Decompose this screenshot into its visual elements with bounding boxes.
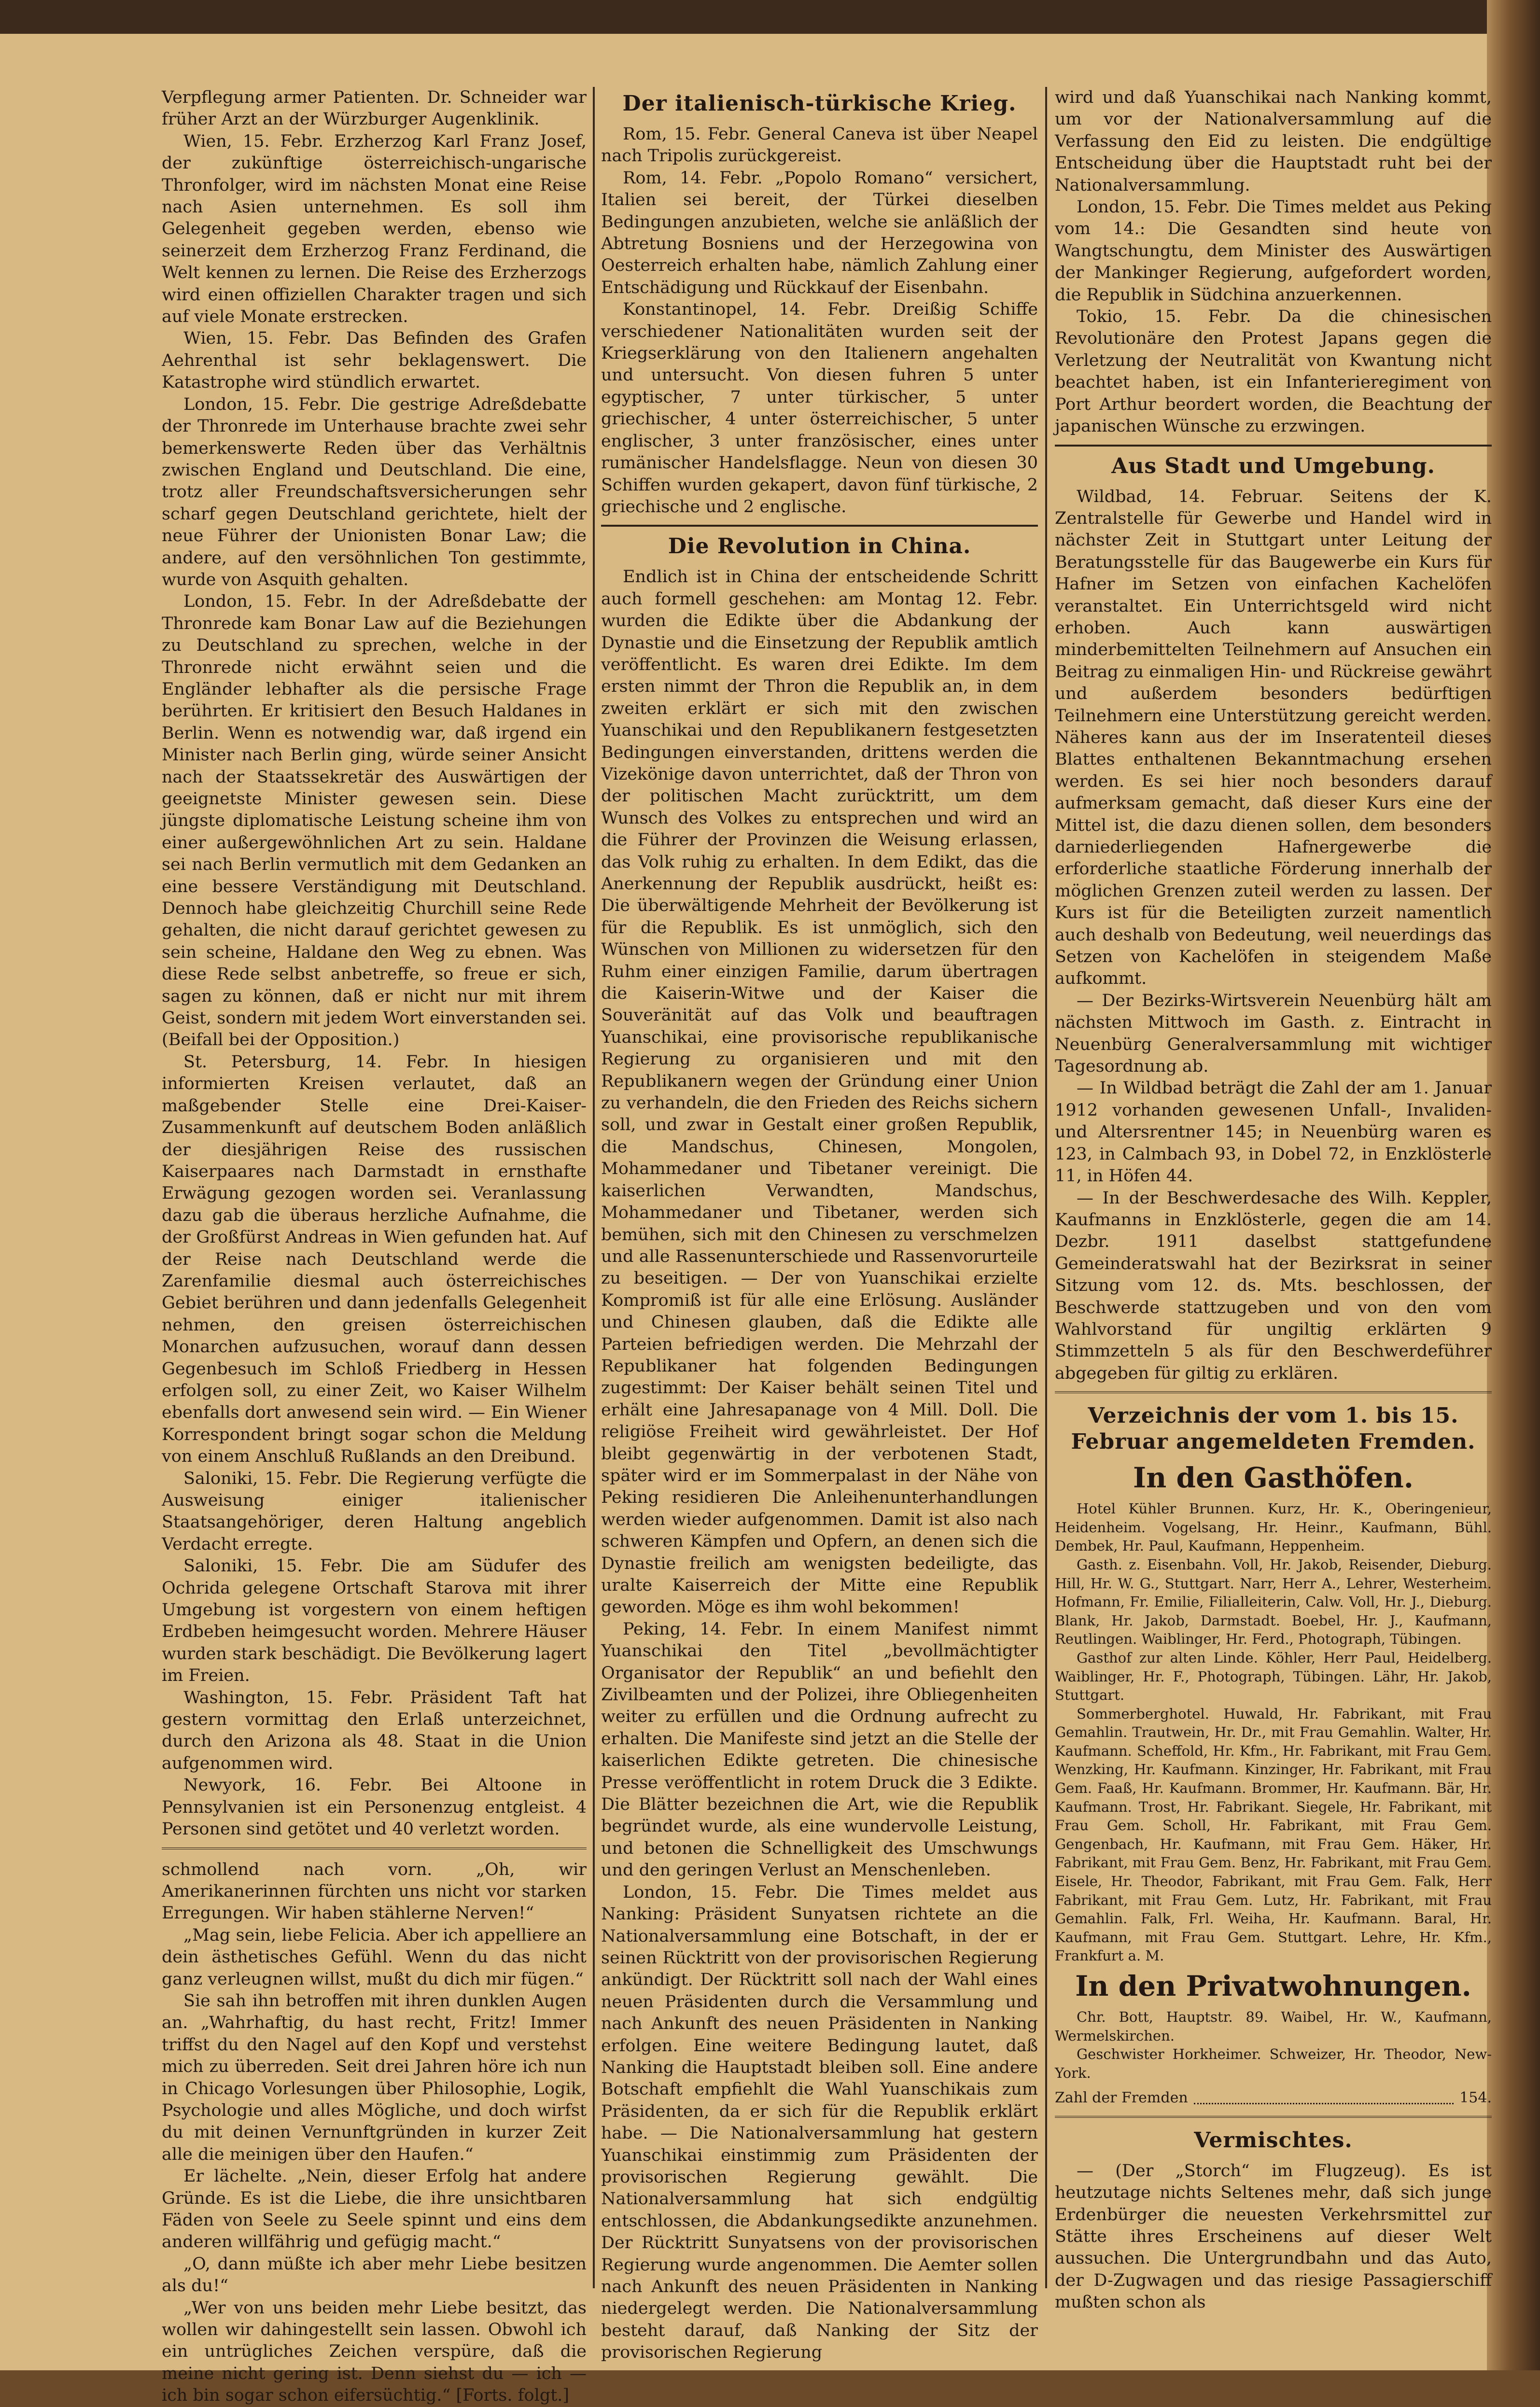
serial-story-paragraph: „Mag sein, liebe Felicia. Aber ich appelliere an dein ästhetisches Gefühl. Wenn du das nicht ganz verleugnen willst, mußt du dich mir fügen.“ <box>162 1925 587 1989</box>
serial-story-paragraph: Sie sah ihn betroffen mit ihren dunklen Augen an. „Wahrhaftig, du hast recht, Fritz! Immer triffst du den Nagel auf den Kopf und verstehst mich zu überreden. Seit drei Jahren höre ich nun in Chicago Vorlesungen über Philosophie, Logik, Psychologie und alles Mögliche, und doch wirfst du mit deinen Vernunftgründen in kurzer Zeit alle die meinigen über den Haufen.“ <box>162 1991 587 2164</box>
news-paragraph: London, 15. Febr. In der Adreßdebatte der Thronrede kam Bonar Law auf die Beziehungen zu Deutschland zu sprechen, welche in der Thronrede nicht erwähnt seien und die Engländer lebhafter als die persische Frage berührten. Er kritisiert den Besuch Haldanes in Berlin. Wenn es notwendig war, daß irgend ein Minister nach Berlin ging, würde seiner Ansicht nach der Staatssekretär des Auswärtigen der geeignetste Minister gewesen sein. Diese jüngste diplomatische Leistung scheine ihm von einer außergewöhnlichen Art zu sein. Haldane sei nach Berlin vermutlich mit dem Gedanken an eine bessere Verständigung mit Deutschland. Dennoch habe gleichzeitig Churchill seine Rede gehalten, die nicht darauf gerichtet gewesen zu sein scheine, Haldane den Weg zu ebnen. Was diese Rede selbst anbetreffe, so freue er sich, sagen zu können, daß er nicht nur mit ihrem Geist, sondern mit jedem Wort einverstanden sei. (Beifall bei der Opposition.) <box>162 592 587 1050</box>
guest-list-entry: Hotel Kühler Brunnen. Kurz, Hr. K., Oberingenieur, Heidenheim. Vogelsang, Hr. Heinr., Kaufmann, Bühl. Dembek, Hr. Paul, Kaufmann, Heppenheim. <box>1055 1500 1492 1554</box>
news-paragraph: — Der Bezirks-Wirtsverein Neuenbürg hält am nächsten Mittwoch im Gasth. z. Eintracht in Neuenbürg Generalversammlung mit wichtiger Tagesordnung ab. <box>1055 991 1492 1077</box>
guest-list-entry: Gasthof zur alten Linde. Köhler, Herr Paul, Heidelberg. Waiblinger, Hr. F., Photograph, Tübingen. Lähr, Hr. Jakob, Stuttgart. <box>1055 1649 1492 1704</box>
guest-total-row <box>1055 2087 1492 2109</box>
news-paragraph: Peking, 14. Febr. In einem Manifest nimmt Yuanschikai den Titel „bevollmächtigter Organisator der Republik“ an und befiehlt den Zivilbeamten und der Polizei, ihre Obliegenheiten weiter zu erfüllen und die Ordnung aufrecht zu erhalten. Die Manifeste sind jetzt an die Stelle der kaiserlichen Edikte getreten. Die chinesische Presse veröffentlicht in rotem Druck die 3 Edikte. Die Blätter bezeichnen die Art, wie die Republik begründet wurde, als eine wundervolle Leistung, und betonen die Schnelligkeit des Umschwungs und den geringen Verlust an Menschenleben. <box>601 1619 1038 1880</box>
scan-top-edge <box>0 0 1540 34</box>
leader-dots <box>1194 2087 1454 2104</box>
news-paragraph: Tokio, 15. Febr. Da die chinesischen Revolutionäre den Protest Japans gegen die Verletzung der Neutralität von Kwantung nicht beachtet haben, ist ein Infanterieregiment von Port Arthur beordert worden, die Beachtung der japanischen Wünsche zu erzwingen. <box>1055 307 1492 436</box>
serial-story-paragraph: „O, dann müßte ich aber mehr Liebe besitzen als du!“ <box>162 2254 587 2296</box>
news-paragraph: London, 15. Febr. Die Times meldet aus Peking vom 14.: Die Gesandten sind heute von Wangtschungtu, dem Minister des Auswärtigen der Mankinger Regierung, aufgefordert worden, die Republik in Südchina anzuerkennen. <box>1055 197 1492 305</box>
column-left <box>162 87 587 2407</box>
section-heading: Verzeichnis der vom 1. bis 15. Februar angemeldeten Fremden. <box>1071 1403 1476 1455</box>
news-paragraph: Wien, 15. Febr. Erzherzog Karl Franz Josef, der zukünftige österreichisch-ungarische Thronfolger, wird im nächsten Monat eine Reise nach Asien unternehmen. Es soll ihm Gelegenheit gegeben werden, ebenso wie seinerzeit dem Erzherzog Franz Ferdinand, die Welt kennen zu lernen. Die Reise des Erzherzogs wird einen offiziellen Charakter tragen und sich auf viele Monate erstrecken. <box>162 131 587 327</box>
news-paragraph: — (Der „Storch“ im Flugzeug). Es ist heutzutage nichts Seltenes mehr, daß sich junge Erdenbürger die neuesten Verkehrsmittel zur Stätte ihres Erscheinens auf dieser Welt aussuchen. Die Untergrundbahn und das Auto, der D-Zugwagen und das riesige Passagierschiff mußten schon als <box>1055 2161 1492 2312</box>
subsection-heading: In den Privatwohnungen. <box>1075 1970 1471 2002</box>
guest-total-label: Zahl der Fremden <box>1055 2089 1188 2107</box>
news-paragraph: Newyork, 16. Febr. Bei Altoone in Pennsylvanien ist ein Personenzug entgleist. 4 Personen sind getötet und 40 verletzt worden. <box>162 1776 587 1839</box>
news-paragraph: Verpflegung armer Patienten. Dr. Schneider war früher Arzt an der Würzburger Augenklinik. <box>162 88 587 129</box>
section-divider <box>1055 2116 1492 2121</box>
news-paragraph: Rom, 15. Febr. General Caneva ist über Neapel nach Tripolis zurückgereist. <box>601 125 1038 166</box>
section-divider <box>1055 1391 1492 1396</box>
guest-list-entry: Geschwister Horkheimer. Schweizer, Hr. Theodor, New-York. <box>1055 2046 1492 2081</box>
serial-story-paragraph: „Wer von uns beiden mehr Liebe besitzt, das wollen wir dahingestellt sein lassen. Obwohl ich ein untrügliches Zeichen verspüre, daß die meine nicht gering ist. Denn siehst du — ich — ich bin sogar schon eifersüchtig.“ [Forts. folgt.] <box>162 2298 587 2406</box>
news-paragraph: Endlich ist in China der entscheidende Schritt auch formell geschehen: am Montag 12. Febr. wurden die Edikte über die Abdankung der Dynastie und die Einsetzung der Republik amtlich veröffentlicht. Es waren drei Edikte. Im dem ersten nimmt der Thron die Republik an, in dem zweiten erklärt er sich mit den zwischen Yuanschikai und den Republikanern festgesetzten Bedingungen einverstanden, drittens werden die Vizekönige davon unterrichtet, daß der Thron von der politischen Macht zurücktritt, um dem Wunsch des Volkes zu entsprechen und wird an die Führer der Provinzen die Weisung erlassen, das Volk ruhig zu erhalten. In dem Edikt, das die Anerkennung der Republik ausdrückt, heißt es: Die überwältigende Mehrheit der Bevölkerung ist für die Republik. Es ist unmöglich, sich den Wünschen von Millionen zu widersetzen für den Ruhm einer einzigen Familie, darum übertragen die Kaiserin-Witwe und der Kaiser die Souveränität auf das Volk und beauftragen Yuanschikai, eine provisorische republikanische Regierung zu organisieren und mit den Republikanern wegen der Gründung einer Union zu verhandeln, die den Frieden des Reichs sichern soll, und zwar in Gestalt einer großen Republik, die Mandschus, Chinesen, Mongolen, Mohammedaner und Tibetaner vereinigt. Die kaiserlichen Verwandten, Mandschus, Mohammedaner und Tibetaner, werden sich bemühen, sich mit den Chinesen zu verschmelzen und alle Rassenunterschiede und Rassenvorurteile zu beseitigen. — Der von Yuanschikai erzielte Kompromiß ist für alle eine Erlösung. Ausländer und Chinesen glauben, daß die Edikte alle Parteien befriedigen werden. Die Mehrzahl der Republikaner hat folgenden Bedingungen zugestimmt: Der Kaiser behält seinen Titel und erhält eine Jahresapanage von 4 Mill. Doll. Die religiöse Freiheit wird gewährleistet. Der Hof bleibt gegenwärtig in der verbotenen Stadt, später wird er im Sommerpalast in der Nähe von Peking residieren Die Anleihenunterhandlungen werden wieder aufgenommen. Damit ist also nach schweren Kämpfen und Opfern, an denen sich die Dynastie freilich am wenigsten bedeiligte, das uralte Kaiserreich der Mitte eine Republik geworden. Möge es ihm wohl bekommen! <box>601 567 1038 1617</box>
news-paragraph: — In der Beschwerdesache des Wilh. Keppler, Kaufmanns in Enzklösterle, gegen die am 14. Dezbr. 1911 daselbst stattgefundene Gemeinderatswahl hat der Bezirksrat in seiner Sitzung vom 12. ds. Mts. beschlossen, der Beschwerde stattzugeben und von den vom Wahlvorstand für ungiltig erklärten 9 Stimmzetteln 5 als für den Beschwerdeführer abgegeben für giltig zu erklären. <box>1055 1188 1492 1383</box>
column-rule <box>593 87 595 2288</box>
serial-story-paragraph: Er lächelte. „Nein, dieser Erfolg hat andere Gründe. Es ist die Liebe, die ihre unsichtbaren Fäden von Seele zu Seele spinnt und eins dem anderen willfährig und gefügig macht.“ <box>162 2167 587 2252</box>
column-rule <box>1045 87 1047 2288</box>
guest-list-entry: Gasth. z. Eisenbahn. Voll, Hr. Jakob, Reisender, Dieburg. Hill, Hr. W. G., Stuttgart. Narr, Herr A., Lehrer, Westerheim. Hofmann, Fr. Emilie, Filialleiterin, Calw. Voll, Hr. J., Dieburg. Blank, Hr. Jakob, Darmstadt. Boebel, Hr. J., Kaufmann, Reutlingen. Waiblinger, Hr. Ferd., Photograph, Tübingen. <box>1055 1556 1492 1648</box>
news-paragraph: Washington, 15. Febr. Präsident Taft hat gestern vormittag den Erlaß unterzeichnet, durch den Arizona als 48. Staat in die Union aufgenommen wird. <box>162 1688 587 1773</box>
section-divider <box>601 525 1038 527</box>
column-right <box>1055 87 1492 2314</box>
news-paragraph: wird und daß Yuanschikai nach Nanking kommt, um vor der Nationalversammlung auf die Verfassung den Eid zu leisten. Die endgültige Entscheidung über die Hauptstadt ruht bei der Nationalversammlung. <box>1055 88 1492 195</box>
section-heading: Aus Stadt und Umgebung. <box>1111 453 1435 478</box>
news-paragraph: London, 15. Febr. Die Times meldet aus Nanking: Präsident Sunyatsen richtete an die Nationalversammlung eine Botschaft, in der er seinen Rücktritt von der provisorischen Regierung ankündigt. Der Rücktritt soll nach der Wahl eines neuen Präsidenten durch die Versammlung und nach Ankunft des neuen Präsidenten in Nanking erfolgen. Eine weitere Bedingung lautet, daß Nanking die Hauptstadt bleiben soll. Eine andere Botschaft empfiehlt die Wahl Yuanschikais zum Präsidenten, da er sich für die Republik erklärt habe. — Die Nationalversammlung hat gestern Yuanschikai einstimmig zum Präsidenten der provisorischen Regierung gewählt. Die Nationalversammlung hat sich endgültig entschlossen, die Abdankungsedikte anzunehmen. Der Rücktritt Sunyatsens von der provisorischen Regierung wurde angenommen. Die Aemter sollen nach Ankunft des neuen Präsidenten in Nanking niedergelegt werden. Die Nationalversammlung besteht darauf, daß Nanking der Sitz der provisorischen Regierung <box>601 1882 1038 2363</box>
column-middle <box>601 87 1038 2364</box>
news-paragraph: Saloniki, 15. Febr. Die Regierung verfügte die Ausweisung einiger italienischer Staatsangehöriger, deren Haltung angeblich Verdacht erregte. <box>162 1469 587 1554</box>
news-paragraph: St. Petersburg, 14. Febr. In hiesigen informierten Kreisen verlautet, daß an maßgebender Stelle eine Drei-Kaiser-Zusammenkunft auf deutschem Boden anläßlich der diesjährigen Reise des russischen Kaiserpaares nach Darmstadt in ernsthafte Erwägung gezogen worden sei. Veranlassung dazu gab die überaus herzliche Aufnahme, die der Großfürst Andreas in Wien gefunden hat. Auf der Reise nach Deutschland werde die Zarenfamilie diesmal auch österreichisches Gebiet berühren und dann jedenfalls Gelegenheit nehmen, den greisen österreichischen Monarchen aufzusuchen, worauf dann dessen Gegenbesuch im Schloß Friedberg in Hessen erfolgen soll, zu einer Zeit, wo Kaiser Wilhelm ebenfalls dort anwesend sein wird. — Ein Wiener Korrespondent bringt sogar schon die Meldung von einem Anschluß Rußlands an den Dreibund. <box>162 1052 587 1467</box>
section-heading: Der italienisch-türkische Krieg. <box>622 91 1017 116</box>
news-paragraph: Wildbad, 14. Februar. Seitens der K. Zentralstelle für Gewerbe und Handel wird in nächster Zeit in Stuttgart unter Leitung der Beratungsstelle für das Baugewerbe ein Kurs für Hafner im Setzen von einfachen Kachelöfen veranstaltet. Ein Unterrichtsgeld wird nicht erhoben. Auch kann auswärtigen minderbemittelten Teilnehmern auf Ansuchen ein Beitrag zu einmaligen Hin- und Rückreise gewährt und außerdem besonders bedürftigen Teilnehmern eine Unterstützung gereicht werden. Näheres kann aus der im Inseratenteil dieses Blattes enthaltenen Bekanntmachung ersehen werden. Es sei hier noch besonders darauf aufmerksam gemacht, daß dieser Kurs eine der Mittel ist, die dazu dienen sollen, dem besonders darniederliegenden Hafnergewerbe die erforderliche staatliche Förderung innerhalb der möglichen Grenzen zuteil werden zu lassen. Der Kurs ist für die Beteiligten zurzeit namentlich auch deshalb von Bedeutung, weil neuerdings das Setzen von Kachelöfen in steigendem Maße aufkommt. <box>1055 487 1492 989</box>
section-divider <box>162 1847 587 1852</box>
guest-list-entry: Chr. Bott, Hauptstr. 89. Waibel, Hr. W., Kaufmann, Wermelskirchen. <box>1055 2009 1492 2044</box>
guest-list-entry: Sommerberghotel. Huwald, Hr. Fabrikant, mit Frau Gemahlin. Trautwein, Hr. Dr., mit Frau Gemahlin. Walter, Hr. Kaufmann. Scheffold, Hr. Kfm., Hr. Fabrikant, mit Frau Gem. Wenzking, Hr. Kaufmann. Kinzinger, Hr. Fabrikant, mit Frau Gem. Faaß, Hr. Kaufmann. Brommer, Hr. Kaufmann. Bär, Hr. Kaufmann. Trost, Hr. Fabrikant. Siegele, Hr. Fabrikant, mit Frau Gem. Scholl, Hr. Fabrikant, mit Frau Gem. Gengenbach, Hr. Kaufmann, mit Frau Gem. Häker, Hr. Fabrikant, mit Frau Gem. Benz, Hr. Fabrikant, mit Frau Gem. Eisele, Hr. Theodor, Fabrikant, mit Frau Gem. Falk, Herr Fabrikant, mit Frau Gem. Lutz, Hr. Fabrikant, mit Frau Gemahlin. Falk, Frl. Weiha, Hr. Kaufmann. Baral, Hr. Kaufmann, mit Frau Gem. Stuttgart. Lehre, Hr. Kfm., Frankfurt a. M. <box>1055 1705 1492 1964</box>
news-paragraph: Saloniki, 15. Febr. Die am Südufer des Ochrida gelegene Ortschaft Starova mit ihrer Umgebung ist vorgestern von einem heftigen Erdbeben heimgesucht worden. Mehrere Häuser wurden stark beschädigt. Die Bevölkerung lagert im Freien. <box>162 1556 587 1686</box>
guest-total-value: 154. <box>1459 2089 1492 2107</box>
section-divider <box>1055 445 1492 447</box>
news-paragraph: Konstantinopel, 14. Febr. Dreißig Schiffe verschiedener Nationalitäten wurden seit der Kriegserklärung von den Italienern angehalten und untersucht. Von diesen fuhren 5 unter egyptischer, 7 unter türkischer, 5 unter griechischer, 4 unter österreichischer, 5 unter englischer, 3 unter französischer, eines unter rumänischer Handelsflagge. Neun von diesen 30 Schiffen wurden gekapert, davon fünf türkische, 2 griechische und 2 englische. <box>601 300 1038 517</box>
news-paragraph: Wien, 15. Febr. Das Befinden des Grafen Aehrenthal ist sehr beklagenswert. Die Katastrophe wird stündlich erwartet. <box>162 329 587 392</box>
section-heading: Die Revolution in China. <box>668 534 971 559</box>
subsection-heading: In den Gasthöfen. <box>1133 1461 1414 1495</box>
serial-story-paragraph: schmollend nach vorn. „Oh, wir Amerikanerinnen fürchten uns nicht vor starken Erregungen. Wir haben stählerne Nerven!“ <box>162 1860 587 1923</box>
news-paragraph: London, 15. Febr. Die gestrige Adreßdebatte der Thronrede im Unterhause brachte zwei sehr bemerkenswerte Reden über das Verhältnis zwischen England und Deutschland. Die eine, trotz aller Freundschaftsversicherungen sehr scharf gegen Deutschland gerichtete, hielt der neue Führer der Unionisten Bonar Law; die andere, auf den versöhnlichen Ton gestimmte, wurde von Asquith gehalten. <box>162 394 587 589</box>
news-paragraph: — In Wildbad beträgt die Zahl der am 1. Januar 1912 vorhanden gewesenen Unfall-, Invaliden- und Altersrentner 145; in Neuenbürg waren es 123, in Calmbach 93, in Dobel 72, in Enzklösterle 11, in Höfen 44. <box>1055 1078 1492 1186</box>
scan-binding-edge <box>1487 0 1540 2370</box>
section-heading: Vermischtes. <box>1194 2127 1353 2153</box>
news-paragraph: Rom, 14. Febr. „Popolo Romano“ versichert, Italien sei bereit, der Türkei dieselben Bedingungen anzubieten, welche sie anläßlich der Abtretung Bosniens und der Herzegowina von Oesterreich erhalten habe, nämlich Zahlung einer Entschädigung und Rückkauf der Eisenbahn. <box>601 168 1038 297</box>
